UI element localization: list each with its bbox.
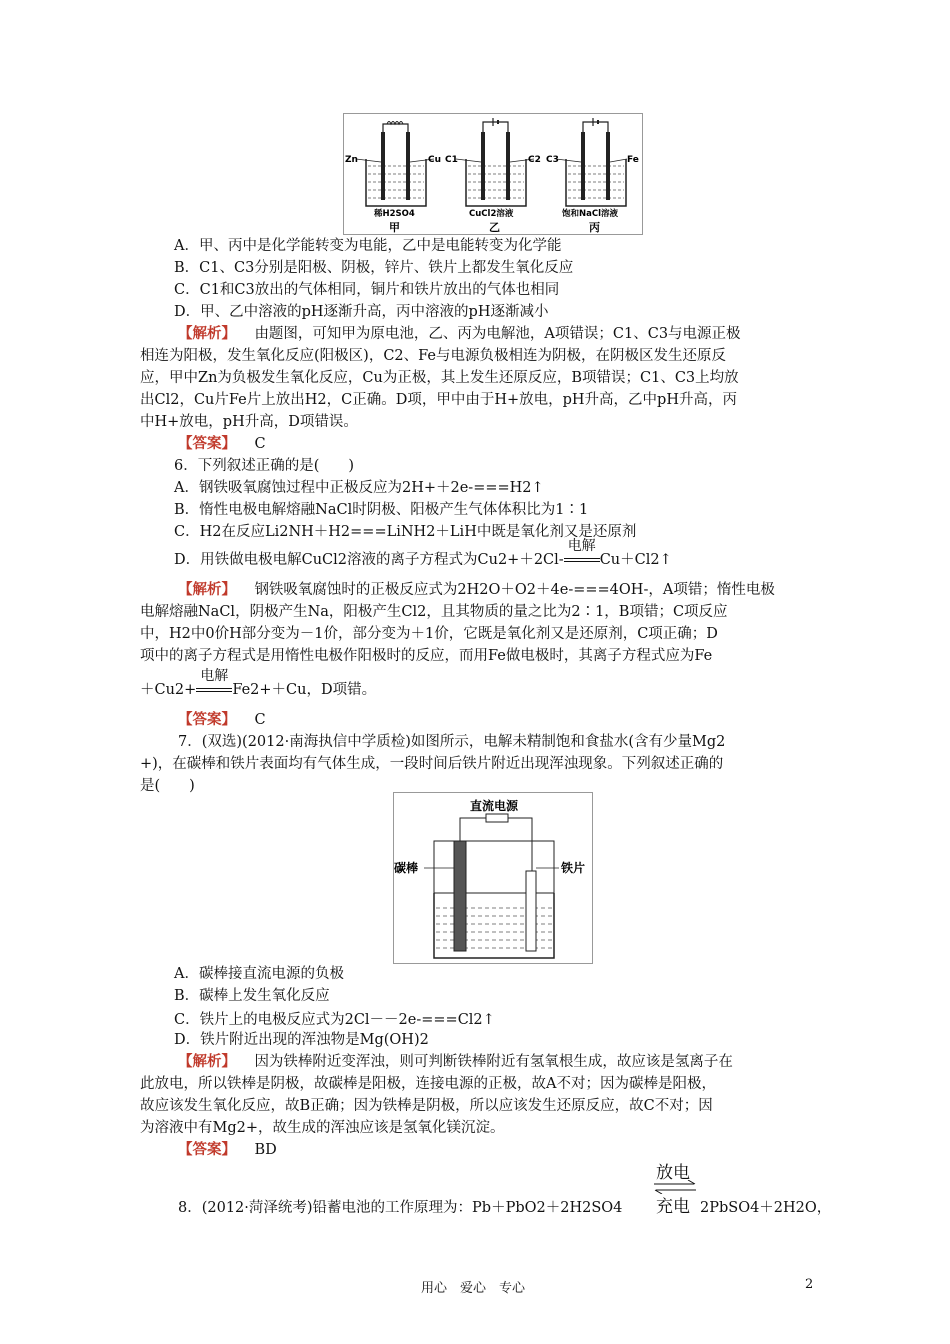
q8-line xyxy=(178,1198,622,1218)
caption-jia: 甲 xyxy=(389,221,400,234)
solution-jia: 稀H2SO4 xyxy=(374,209,415,219)
analysis-label: 【解析】 xyxy=(178,1053,236,1070)
label-cu: Cu xyxy=(428,155,442,165)
cell-jia xyxy=(345,122,441,235)
q6-answer xyxy=(178,710,266,730)
q5-analysis-line-1 xyxy=(178,324,741,344)
q7-option-b: B．碳棒上发生氧化反应 xyxy=(174,988,330,1004)
condition-text: 电解 xyxy=(567,538,596,554)
reversible-arrow xyxy=(652,1158,698,1217)
answer-label: 【答案】 xyxy=(178,711,236,728)
condition-text: 电解 xyxy=(200,668,229,684)
q6-analysis-line-4: 项中的离子方程式是用惰性电极作阳极时的反应，而用Fe做电极时，其离子方程式应为Fe xyxy=(140,648,713,664)
q5-option-d: D．甲、乙中溶液的pH逐渐升高，丙中溶液的pH逐渐减小 xyxy=(174,304,549,320)
page-number: 2 xyxy=(805,1277,814,1292)
answer-label: 【答案】 xyxy=(178,1141,236,1158)
q5-analysis-line-3: 应，甲中Zn为负极发生氧化反应，Cu为正极，其上发生还原反应，B项错误；C1、C3上均放 xyxy=(140,370,739,386)
answer-value: C xyxy=(254,436,266,452)
q7-analysis-line-4: 为溶液中有Mg2+，故生成的浑浊应该是氢氧化镁沉淀。 xyxy=(140,1120,505,1136)
q6-analysis-line-1 xyxy=(178,580,775,600)
footer-slogan: 用心 爱心 专心 xyxy=(421,1281,526,1296)
answer-label: 【答案】 xyxy=(178,435,236,452)
q6-d-text: D．用铁做电极电解CuCl2溶液的离子方程式为Cu2+＋2Cl- xyxy=(174,552,564,568)
label-c1: C1 xyxy=(445,155,458,165)
q7-analysis-text: 因为铁棒附近变浑浊，则可判断铁棒附近有氢氧根生成，故应该是氢离子在 xyxy=(254,1054,733,1070)
solution-bing: 饱和NaCl溶液 xyxy=(562,209,619,219)
q6-stem: 6．下列叙述正确的是( ) xyxy=(174,458,355,474)
q6-analysis-line-5 xyxy=(140,668,377,700)
figure-electrolysis xyxy=(393,792,593,964)
q6-analysis-line-2: 电解熔融NaCl，阴极产生Na，阳极产生Cl2，且其物质的量之比为2∶1，B项错；C项反应 xyxy=(140,604,728,620)
q6-d-products: Cu＋Cl2↑ xyxy=(599,552,672,568)
label-c3: C3 xyxy=(546,155,559,165)
q7-answer xyxy=(178,1140,277,1160)
analysis-label: 【解析】 xyxy=(178,581,236,598)
q5-analysis-text: 由题图，可知甲为原电池，乙、丙为电解池，A项错误；C1、C3与电源正极 xyxy=(254,326,741,342)
q7-stem-line-3: 是( ) xyxy=(140,778,195,794)
condition-arrow xyxy=(196,668,232,700)
q7-option-d: D．铁片附近出现的浑浊物是Mg(OH)2 xyxy=(174,1032,429,1048)
label-carbon-rod: 碳棒 xyxy=(394,861,419,875)
q6-option-d xyxy=(174,538,672,570)
q6-option-a: A．钢铁吸氧腐蚀过程中正极反应为2H+＋2e-===H2↑ xyxy=(174,480,544,496)
q7-option-a: A．碳棒接直流电源的负极 xyxy=(174,966,344,982)
q5-analysis-line-4: 出Cl2，Cu片Fe片上放出H2，C正确。D项，甲中由于H+放电，pH升高，乙中pH升高，丙 xyxy=(140,392,737,408)
q5-option-c: C．C1和C3放出的气体相同，铜片和铁片放出的气体也相同 xyxy=(174,282,560,298)
q7-analysis-line-2: 此放电，所以铁棒是阴极，故碳棒是阳极，连接电源的正极，故A不对；因为碳棒是阳极， xyxy=(140,1076,716,1092)
label-iron-sheet: 铁片 xyxy=(561,861,586,875)
answer-value: BD xyxy=(254,1142,277,1158)
q5-option-a: A．甲、丙中是化学能转变为电能，乙中是电能转变为化学能 xyxy=(174,238,562,254)
q5-analysis-line-5: 中H+放电，pH升高，D项错误。 xyxy=(140,414,358,430)
q6-analysis-text: 钢铁吸氧腐蚀时的正极反应式为2H2O＋O2＋4e-===4OH-，A项错；惰性电极 xyxy=(254,582,775,598)
q5-option-b: B．C1、C3分别是阳极、阴极，锌片、铁片上都发生氧化反应 xyxy=(174,260,574,276)
q6-analysis-eq-post: Fe2+＋Cu，D项错。 xyxy=(232,682,377,698)
label-power: 直流电源 xyxy=(470,799,519,813)
cell-yi xyxy=(445,118,541,234)
label-zn: Zn xyxy=(345,155,358,165)
label-fe: Fe xyxy=(627,155,639,165)
figure-three-cells xyxy=(343,113,643,235)
q5-answer xyxy=(178,434,266,454)
q8-reactants: 8．(2012·菏泽统考)铅蓄电池的工作原理为：Pb＋PbO2＋2H2SO4 xyxy=(178,1200,623,1216)
caption-yi: 乙 xyxy=(489,221,500,234)
q6-analysis-eq-pre: ＋Cu2+ xyxy=(140,682,197,698)
discharge-label: 放电 xyxy=(656,1163,690,1183)
q7-stem-line-2: +)，在碳棒和铁片表面均有气体生成，一段时间后铁片附近出现浑浊现象。下列叙述正确的 xyxy=(140,756,724,772)
q8-products: 2PbSO4＋2H2O， xyxy=(700,1200,832,1216)
q7-analysis-line-1 xyxy=(178,1052,733,1072)
q7-stem-line-1: 7．(双选)(2012·南海执信中学质检)如图所示，电解未精制饱和食盐水(含有少量Mg2 xyxy=(178,734,726,750)
q6-option-b: B．惰性电极电解熔融NaCl时阴极、阳极产生气体体积比为1∶1 xyxy=(174,502,589,518)
q7-analysis-line-3: 故应该发生氧化反应，故B正确；因为铁棒是阴极，所以应该发生还原反应，故C不对；因 xyxy=(140,1098,713,1114)
analysis-label: 【解析】 xyxy=(178,325,236,342)
q6-option-c: C．H2在反应Li2NH＋H2===LiNH2＋LiH中既是氧化剂又是还原剂 xyxy=(174,524,637,540)
cell-bing xyxy=(546,118,639,234)
charge-label: 充电 xyxy=(656,1197,690,1217)
q6-analysis-line-3: 中，H2中0价H部分变为－1价，部分变为＋1价，它既是氧化剂又是还原剂，C项正确；D xyxy=(140,626,718,642)
answer-value: C xyxy=(254,712,266,728)
condition-arrow xyxy=(564,538,600,570)
solution-yi: CuCl2溶液 xyxy=(469,209,514,219)
q5-analysis-line-2: 相连为阳极，发生氧化反应(阳极区)，C2、Fe与电源负极相连为阴极，在阴极区发生还原反 xyxy=(140,348,726,364)
label-c2: C2 xyxy=(528,155,541,165)
caption-bing: 丙 xyxy=(589,221,600,234)
q7-option-c: C．铁片上的电极反应式为2Cl－－2e-===Cl2↑ xyxy=(174,1012,495,1028)
